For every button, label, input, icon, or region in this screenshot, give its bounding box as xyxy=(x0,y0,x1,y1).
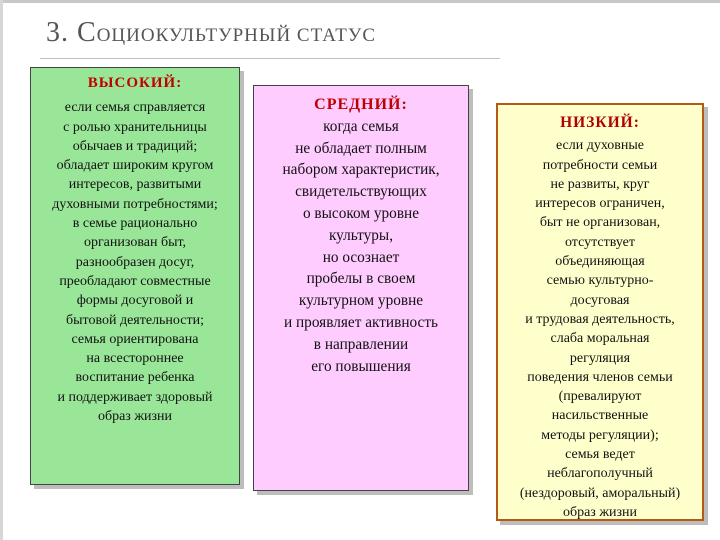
text-line: свидетельствующих xyxy=(295,183,427,201)
text-line: образ жизни xyxy=(97,409,173,425)
text-line: культуры, xyxy=(328,226,394,244)
text-line: на всестороннее xyxy=(86,351,184,367)
text-line: образ жизни xyxy=(562,504,638,520)
left-border-rule xyxy=(0,0,3,540)
slide-title-lead: 3. С xyxy=(46,17,97,48)
text-line: слаба моральная xyxy=(550,331,650,347)
text-line: формы досуговой и xyxy=(76,293,194,309)
medium-status-heading: СРЕДНИЙ: xyxy=(314,96,408,113)
text-line: и поддерживает здоровый xyxy=(57,389,213,405)
text-line: организован быт, xyxy=(83,235,187,251)
text-line: методы регуляции); xyxy=(541,427,659,443)
text-line: бытовой деятельности; xyxy=(65,312,204,328)
text-line: неблагополучный xyxy=(547,466,653,482)
low-status-heading: НИЗКИЙ: xyxy=(560,114,640,131)
text-line: его повышения xyxy=(311,357,411,375)
text-line: и трудовая деятельность, xyxy=(525,311,675,327)
text-line: когда семья xyxy=(323,117,399,135)
text-line: обычаев и традиций; xyxy=(72,138,198,154)
text-line: о высоком уровне xyxy=(302,204,420,222)
text-line: разнообразен досуг, xyxy=(75,254,195,270)
slide-title xyxy=(46,12,376,49)
text-line: (нездоровый, аморальный) xyxy=(519,485,681,501)
text-line: не развиты, круг xyxy=(550,176,650,192)
text-line: потребности семьи xyxy=(542,157,658,173)
text-line: с ролью хранительницы xyxy=(63,119,207,135)
top-border-rule xyxy=(0,0,720,3)
text-line: интересов, развитыми xyxy=(68,177,202,193)
text-line: и проявляет активность xyxy=(283,313,438,331)
low-status-text xyxy=(498,136,702,522)
text-line: быт не организован, xyxy=(539,215,661,231)
text-line: объединяющая xyxy=(555,254,645,270)
title-underline xyxy=(40,58,500,59)
medium-status-box xyxy=(253,85,469,491)
text-line: если семья справляется xyxy=(64,100,206,116)
text-line: в семье рационально xyxy=(72,216,198,232)
text-line: интересов ограничен, xyxy=(535,196,665,212)
text-line: семья ориентирована xyxy=(71,331,199,347)
text-line: но осознает xyxy=(322,248,400,266)
high-status-heading: ВЫСОКИЙ: xyxy=(87,75,183,91)
text-line: преобладают совместные xyxy=(59,273,211,289)
text-line: культурном уровне xyxy=(298,292,424,310)
high-status-box xyxy=(30,67,240,485)
text-line: семью культурно- xyxy=(546,273,654,289)
text-line: отсутствует xyxy=(564,234,636,250)
text-line: поведения членов семьи xyxy=(527,369,673,385)
low-status-box xyxy=(496,103,704,521)
high-status-text xyxy=(31,98,239,426)
medium-status-text xyxy=(254,116,468,378)
text-line: воспитание ребенка xyxy=(75,370,195,386)
text-line: набором характеристик, xyxy=(282,161,440,179)
text-line: духовными потребностями; xyxy=(52,196,218,212)
text-line: регуляция xyxy=(569,350,631,366)
text-line: если духовные xyxy=(555,138,645,154)
slide-title-rest: ОЦИОКУЛЬТУРНЫЙ СТАТУС xyxy=(96,25,377,46)
text-line: досуговая xyxy=(570,292,630,308)
text-line: не обладает полным xyxy=(295,139,427,157)
text-line: насильственные xyxy=(551,408,649,424)
text-line: (превалируют xyxy=(558,389,642,405)
text-line: обладает широким кругом xyxy=(56,158,214,174)
text-line: пробелы в своем xyxy=(306,270,416,288)
text-line: семья ведет xyxy=(565,447,635,463)
text-line: в направлении xyxy=(313,335,409,353)
